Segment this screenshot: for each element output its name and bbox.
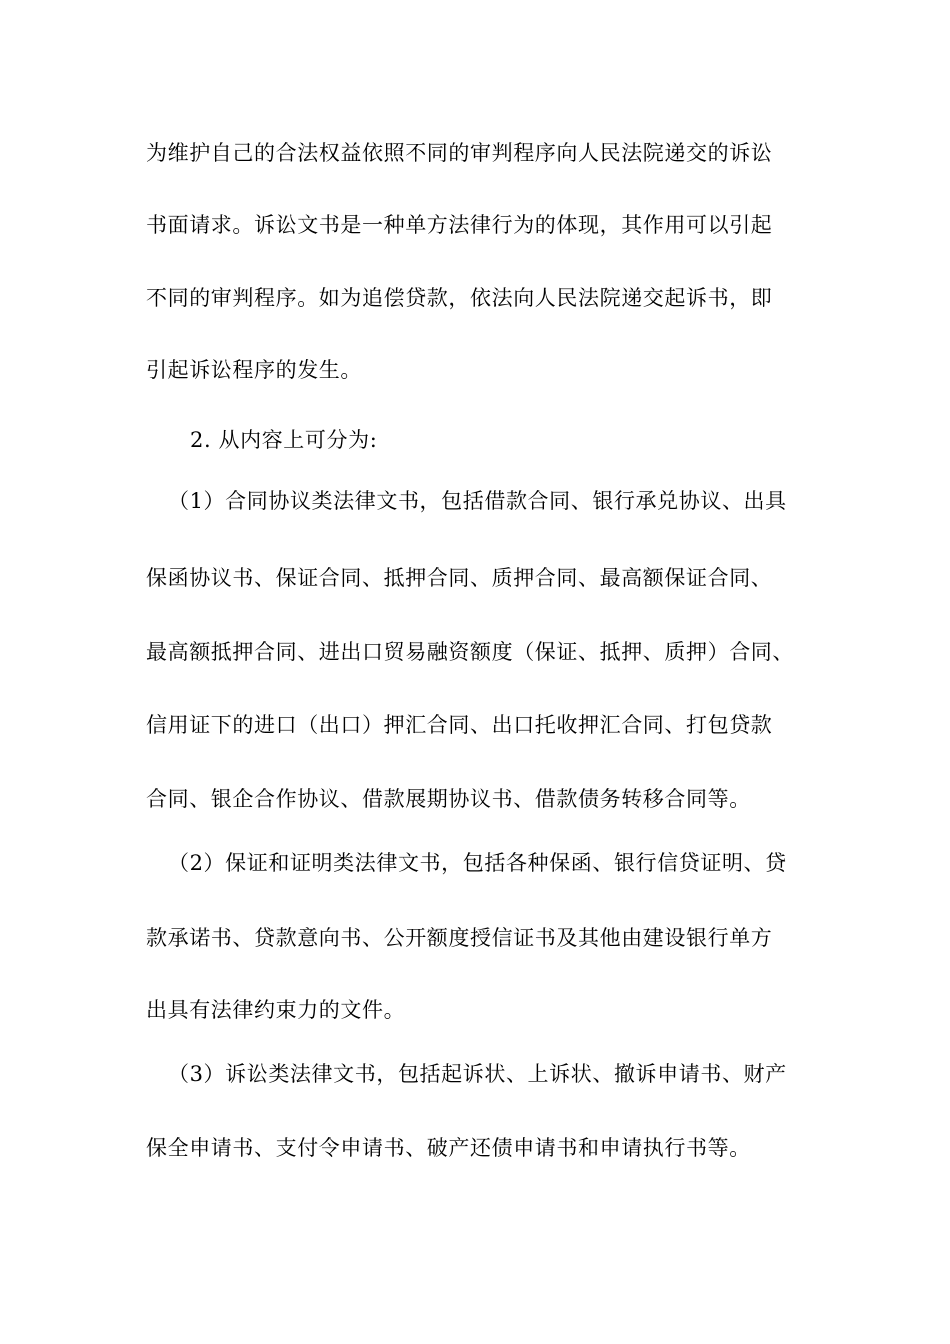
paragraph-line: 信用证下的进口（出口）押汇合同、出口托收押汇合同、打包贷款	[146, 713, 773, 737]
paragraph-line: 书面请求。诉讼文书是一种单方法律行为的体现，其作用可以引起	[146, 213, 773, 237]
paragraph-line: 保函协议书、保证合同、抵押合同、质押合同、最高额保证合同、	[146, 566, 773, 590]
section-heading: 2. 从内容上可分为:	[190, 428, 378, 452]
paragraph-line: 最高额抵押合同、进出口贸易融资额度（保证、抵押、质押）合同、	[146, 640, 794, 664]
paragraph-line: 引起诉讼程序的发生。	[146, 358, 362, 382]
paragraph-line: 合同、银企合作协议、借款展期协议书、借款债务转移合同等。	[146, 787, 751, 811]
paragraph-line: （2）保证和证明类法律文书，包括各种保函、银行信贷证明、贷	[168, 851, 787, 875]
paragraph-line: 不同的审判程序。如为追偿贷款，依法向人民法院递交起诉书，即	[146, 286, 773, 310]
paragraph-line: （3）诉讼类法律文书，包括起诉状、上诉状、撤诉申请书、财产	[168, 1062, 787, 1086]
paragraph-line: （1）合同协议类法律文书，包括借款合同、银行承兑协议、出具	[168, 489, 787, 513]
paragraph-line: 出具有法律约束力的文件。	[146, 998, 406, 1022]
paragraph-line: 款承诺书、贷款意向书、公开额度授信证书及其他由建设银行单方	[146, 926, 773, 950]
paragraph-line: 为维护自己的合法权益依照不同的审判程序向人民法院递交的诉讼	[146, 141, 773, 165]
paragraph-line: 保全申请书、支付令申请书、破产还债申请书和申请执行书等。	[146, 1136, 751, 1160]
